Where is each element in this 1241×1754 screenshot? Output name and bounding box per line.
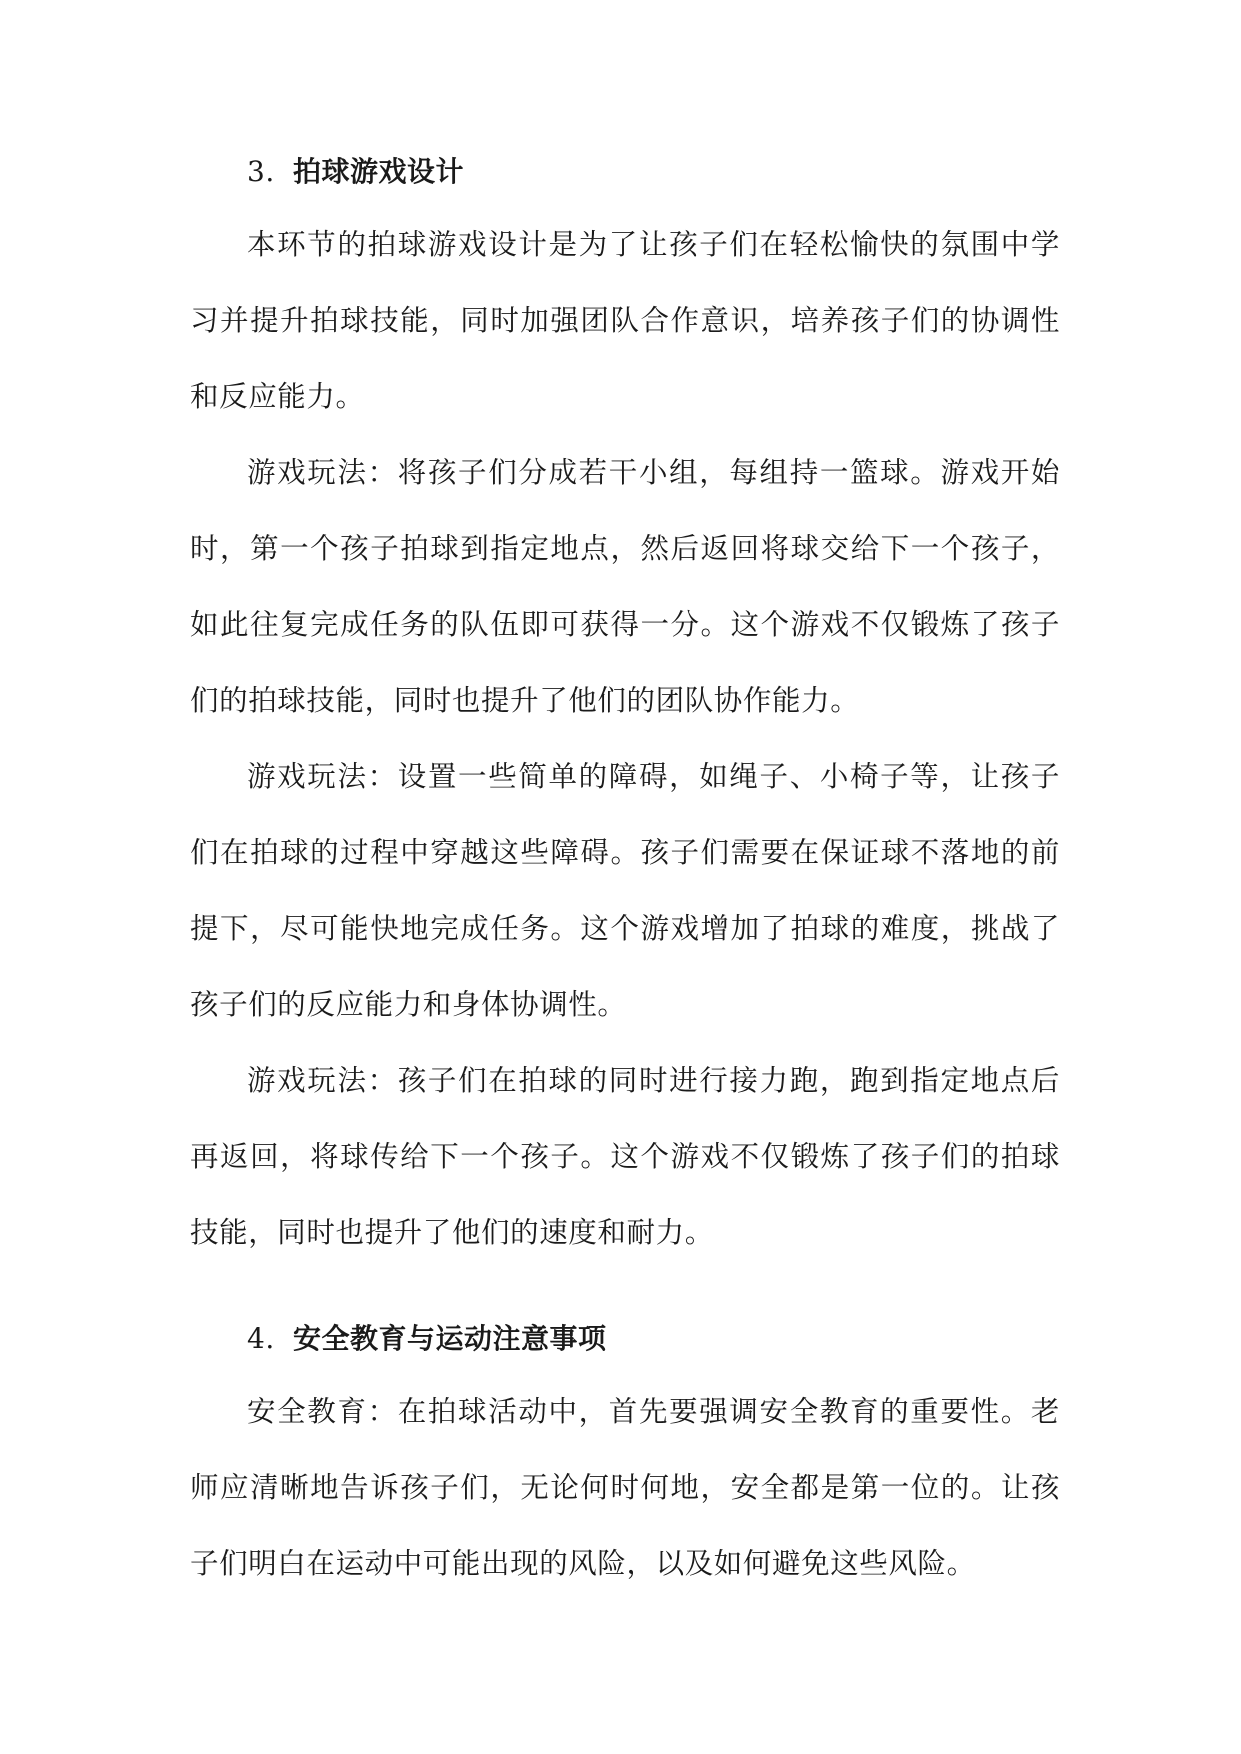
- section-heading-3: [247, 154, 464, 190]
- section-title: 安全教育与运动注意事项: [293, 1322, 607, 1355]
- paragraph: 本环节的拍球游戏设计是为了让孩子们在轻松愉快的氛围中学习并提升拍球技能，同时加强团队合作意识，培养孩子们的协调性和反应能力。: [190, 228, 1060, 413]
- paragraph: 游戏玩法：设置一些简单的障碍，如绳子、小椅子等，让孩子们在拍球的过程中穿越这些障碍。孩子们需要在保证球不落地的前提下，尽可能快地完成任务。这个游戏增加了拍球的难度，挑战了孩子们的反应能力和身体协调性。: [190, 760, 1060, 1021]
- section-title: 拍球游戏设计: [293, 155, 465, 188]
- section-number: 3.: [247, 155, 275, 188]
- paragraph: 安全教育：在拍球活动中，首先要强调安全教育的重要性。老师应清晰地告诉孩子们，无论何时何地，安全都是第一位的。让孩子们明白在运动中可能出现的风险，以及如何避免这些风险。: [190, 1395, 1060, 1580]
- section-number: 4.: [247, 1322, 275, 1355]
- paragraph: 游戏玩法：将孩子们分成若干小组，每组持一篮球。游戏开始时，第一个孩子拍球到指定地点，然后返回将球交给下一个孩子，如此往复完成任务的队伍即可获得一分。这个游戏不仅锻炼了孩子们的拍球技能，同时也提升了他们的团队协作能力。: [190, 456, 1060, 717]
- section-heading-4: [247, 1321, 607, 1357]
- paragraph: 游戏玩法：孩子们在拍球的同时进行接力跑，跑到指定地点后再返回，将球传给下一个孩子。这个游戏不仅锻炼了孩子们的拍球技能，同时也提升了他们的速度和耐力。: [190, 1064, 1060, 1249]
